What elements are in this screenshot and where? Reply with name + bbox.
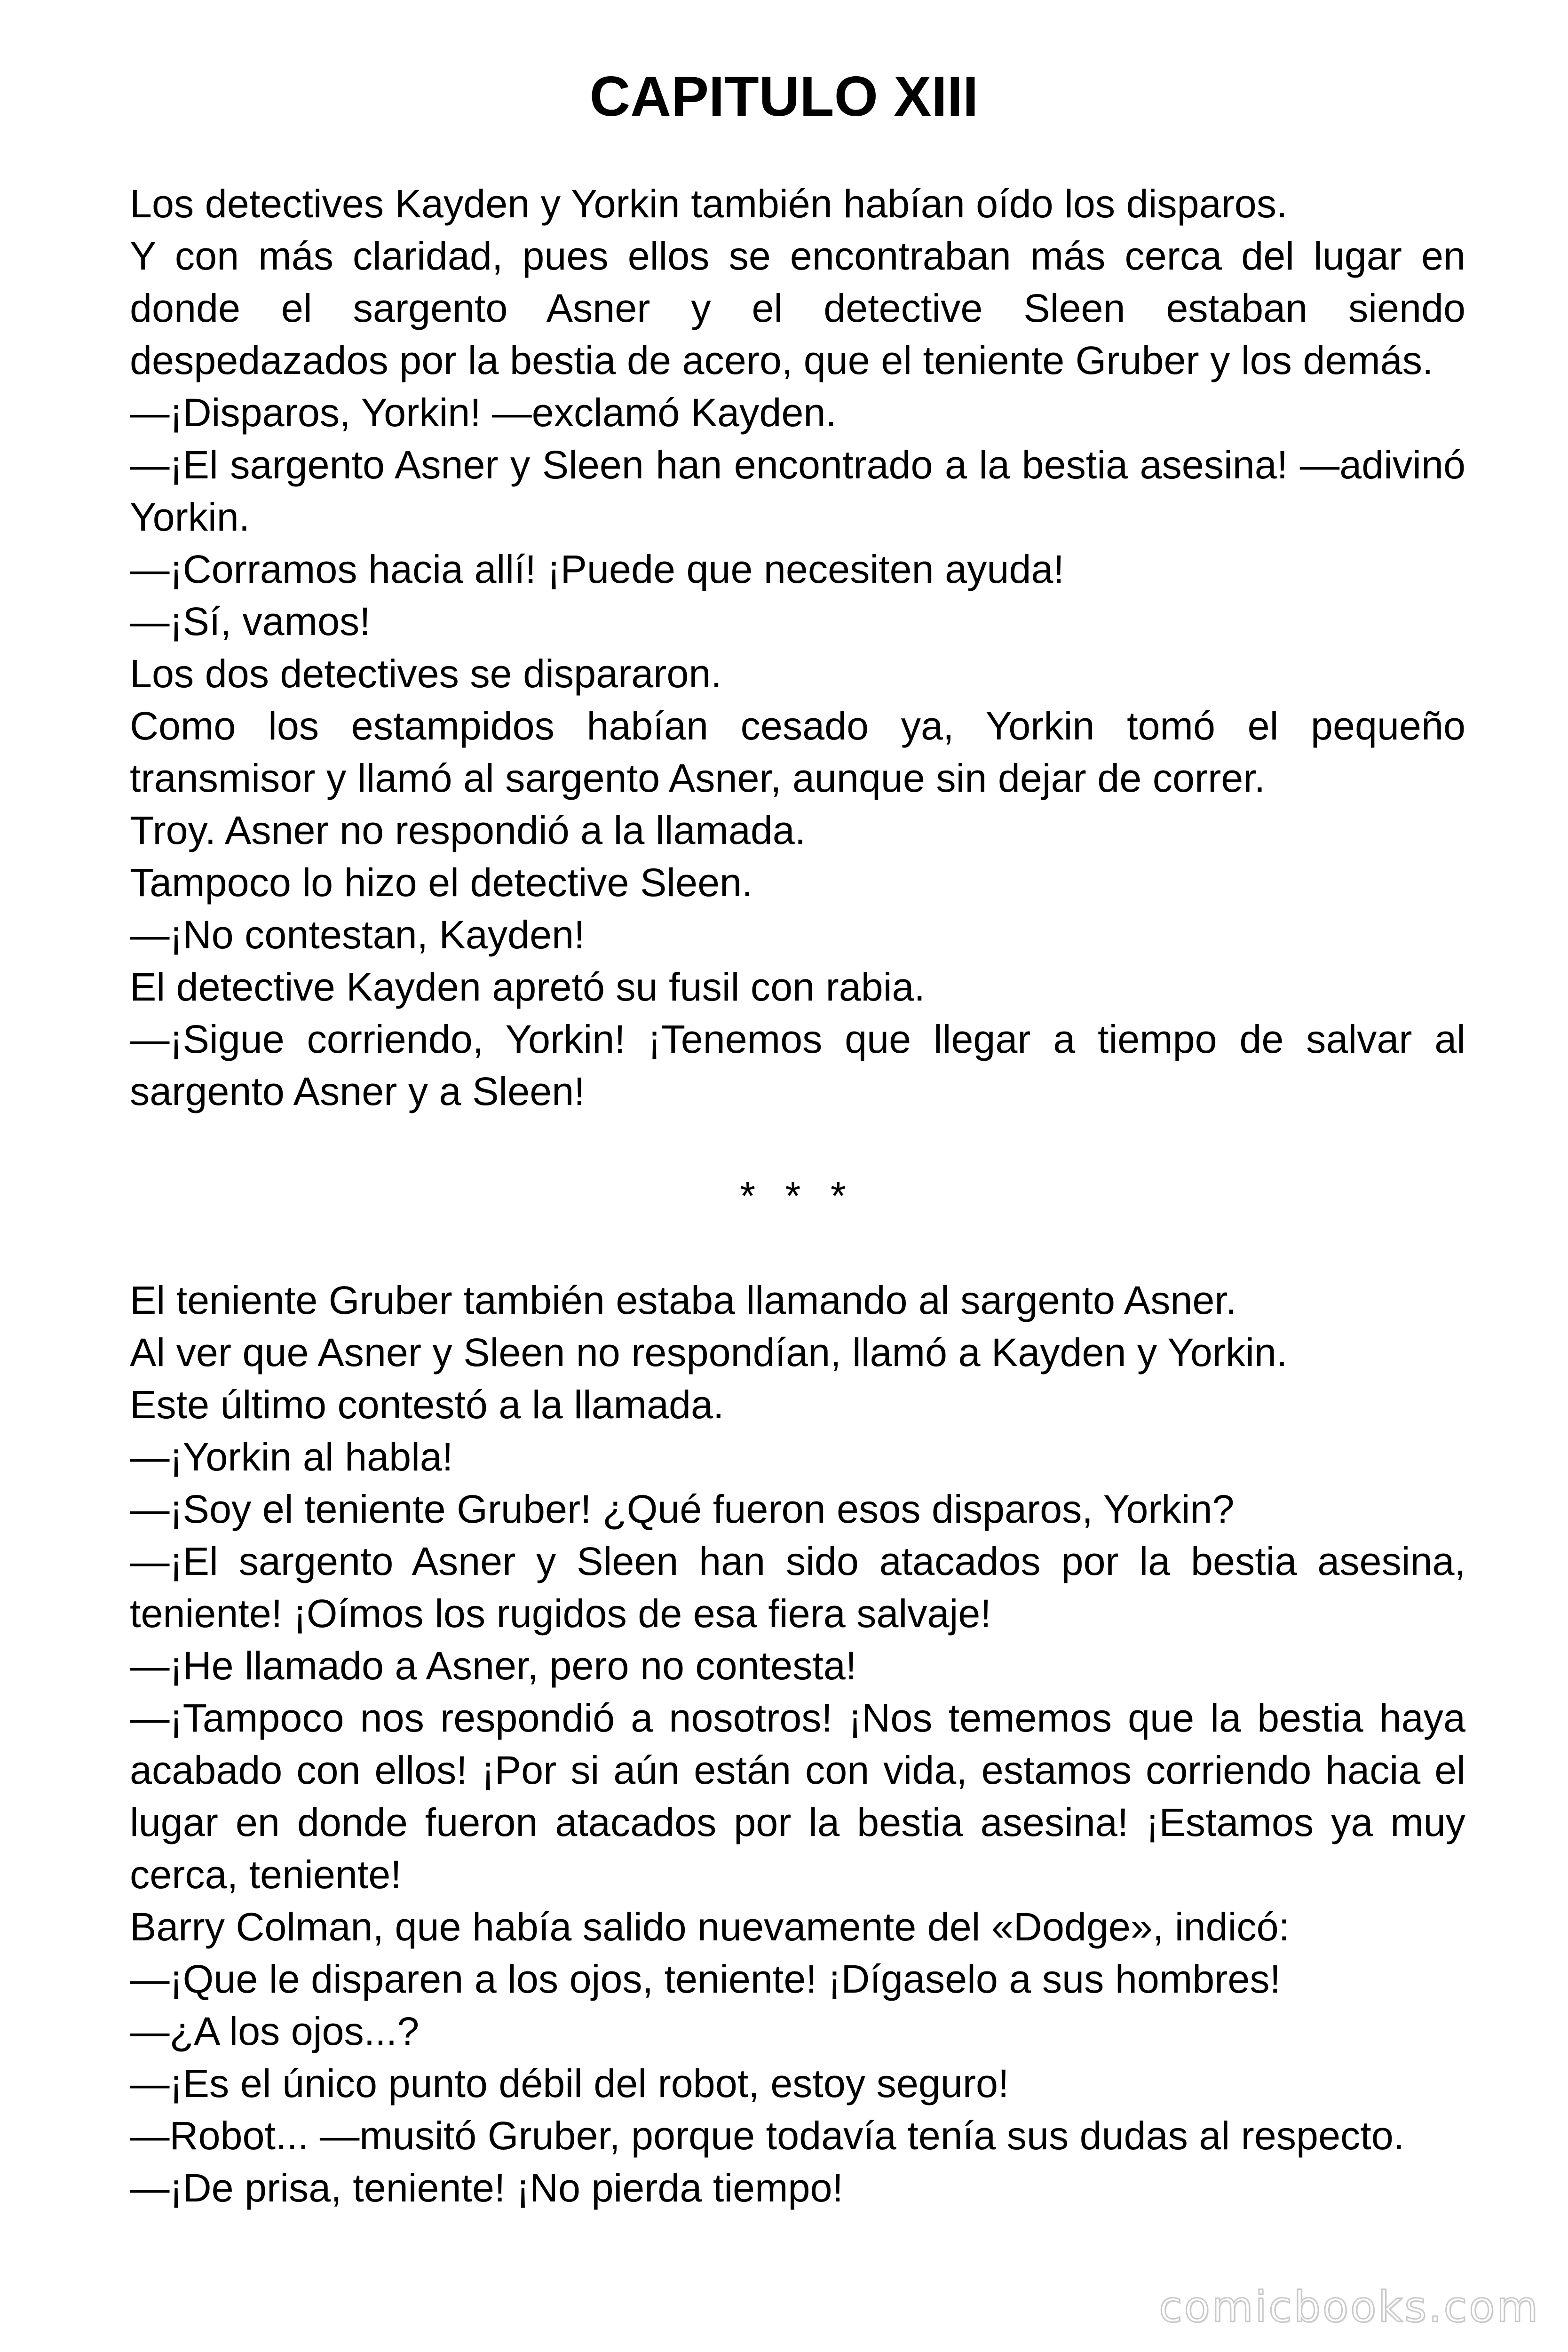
paragraph: —¡Sí, vamos! — [130, 599, 371, 644]
paragraph: —Robot... —musitó Gruber, porque todavía tenía sus dudas al respecto. — [130, 2114, 1405, 2158]
scene-break: * * * — [740, 1174, 855, 1218]
paragraph: —¡Corramos hacia allí! ¡Puede que necesiten ayuda! — [130, 547, 1064, 591]
paragraph: —¡El sargento Asner y Sleen han encontrado a la bestia asesina! —adivinó Yorkin. — [130, 443, 1465, 539]
paragraph: El teniente Gruber también estaba llamando al sargento Asner. — [130, 1278, 1237, 1322]
paragraph: —¡No contestan, Kayden! — [130, 913, 585, 957]
paragraph: —¡Es el único punto débil del robot, estoy seguro! — [130, 2061, 1009, 2106]
paragraph: El detective Kayden apretó su fusil con rabia. — [130, 965, 925, 1009]
paragraph: —¡Soy el teniente Gruber! ¿Qué fueron esos disparos, Yorkin? — [130, 1487, 1235, 1531]
paragraph: —¿A los ojos...? — [130, 2009, 420, 2053]
paragraph: —¡Disparos, Yorkin! —exclamó Kayden. — [130, 390, 837, 435]
paragraph: —¡Yorkin al habla! — [130, 1435, 453, 1479]
paragraph: —¡Que le disparen a los ojos, teniente! ¡Dígaselo a sus hombres! — [130, 1957, 1281, 2001]
paragraph: Los dos detectives se dispararon. — [130, 652, 722, 696]
paragraph: —¡Tampoco nos respondió a nosotros! ¡Nos tememos que la bestia haya acabado con ellos! ¡Por si aún están con vida, estamos corriendo hacia el lugar en donde fueron atacados por la bestia asesina! ¡Estamos ya muy cerca, teniente! — [130, 1696, 1465, 1897]
paragraph: Barry Colman, que había salido nuevamente del «Dodge», indicó: — [130, 1905, 1290, 1949]
watermark: comicbooks.com — [1159, 2282, 1540, 2332]
paragraph: Como los estampidos habían cesado ya, Yorkin tomó el pequeño transmisor y llamó al sargento Asner, aunque sin dejar de correr. — [130, 704, 1465, 800]
paragraph: —¡Sigue corriendo, Yorkin! ¡Tenemos que llegar a tiempo de salvar al sargento Asner y a Sleen! — [130, 1017, 1465, 1113]
chapter-title: CAPITULO XIII — [589, 65, 979, 128]
paragraph: Este último contestó a la llamada. — [130, 1383, 724, 1427]
chapter-body — [130, 178, 1465, 2214]
paragraph: —¡He llamado a Asner, pero no contesta! — [130, 1644, 857, 1688]
paragraph: Tampoco lo hizo el detective Sleen. — [130, 860, 753, 905]
paragraph: Los detectives Kayden y Yorkin también habían oído los disparos. — [130, 182, 1288, 226]
paragraph: —¡El sargento Asner y Sleen han sido atacados por la bestia asesina, teniente! ¡Oímos los rugidos de esa fiera salvaje! — [130, 1539, 1465, 1636]
paragraph: —¡De prisa, teniente! ¡No pierda tiempo! — [130, 2166, 843, 2210]
paragraph: Y con más claridad, pues ellos se encontraban más cerca del lugar en donde el sargento Asner y el detective Sleen estaban siendo despedazados por la bestia de acero, que el teniente Gruber y los demás. — [130, 234, 1465, 382]
paragraph: Troy. Asner no respondió a la llamada. — [130, 808, 806, 852]
paragraph: Al ver que Asner y Sleen no respondían, llamó a Kayden y Yorkin. — [130, 1330, 1288, 1375]
